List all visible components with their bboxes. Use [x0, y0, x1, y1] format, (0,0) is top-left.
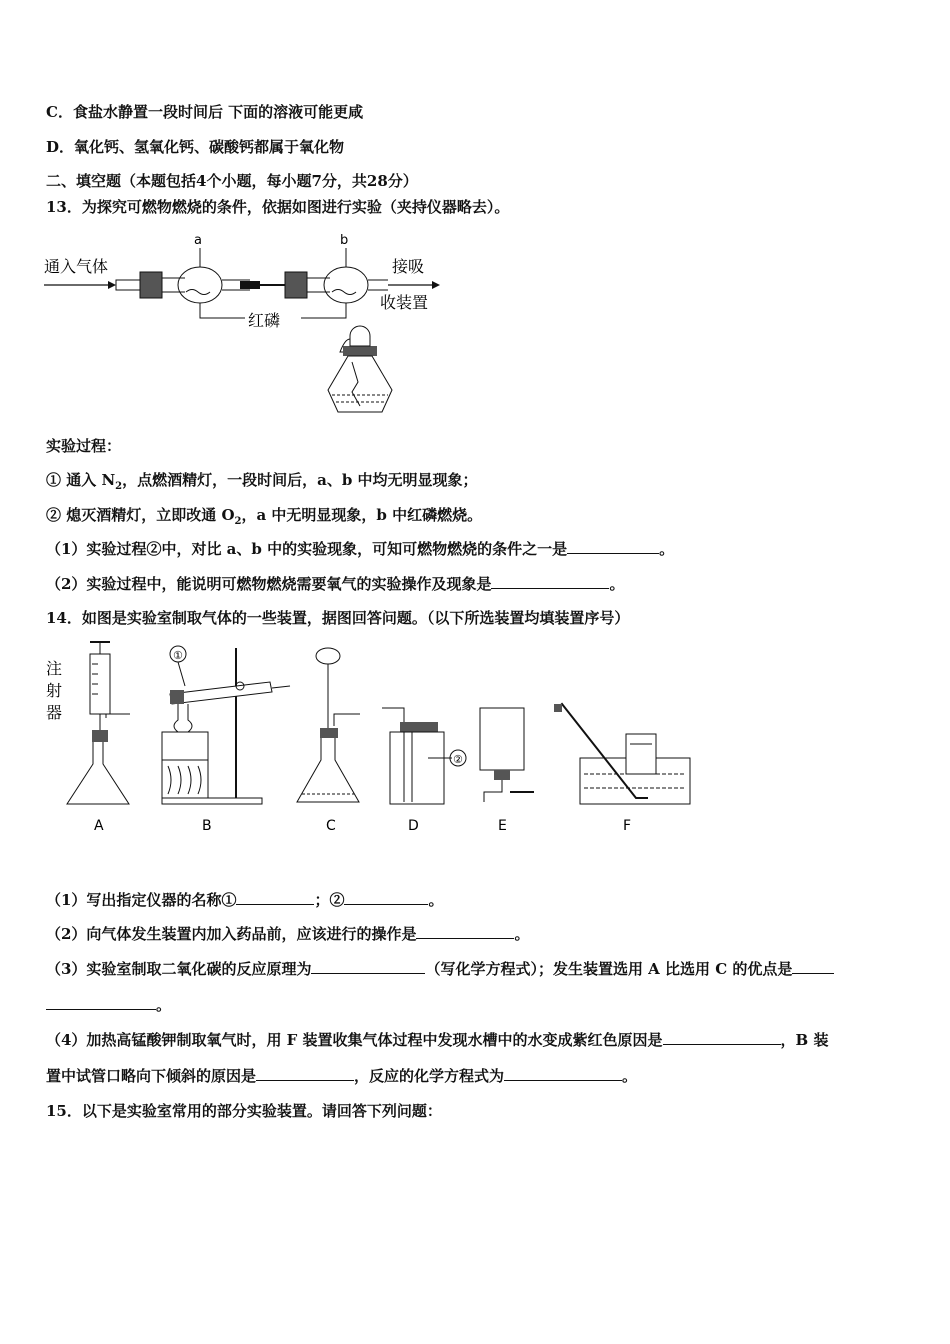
circle-1-label: ①: [173, 649, 183, 662]
label-E: E: [498, 818, 507, 834]
label-B: B: [202, 818, 212, 834]
answer-blank[interactable]: [311, 959, 425, 974]
syringe-label-1: 注: [46, 659, 63, 678]
q14-sub-3: （3）实验室制取二氧化碳的反应原理为 （写化学方程式）；发生装置选用 A 比选用 C 的优点是: [46, 959, 834, 979]
answer-blank[interactable]: [416, 924, 514, 939]
process-title: 实验过程：: [46, 437, 122, 455]
q14-sub-1: （1）写出指定仪器的名称① ；② 。: [46, 891, 444, 909]
answer-blank[interactable]: [256, 1066, 354, 1081]
q13-stem: 13．为探究可燃物燃烧的条件，依据如图进行实验（夹持仪器略去）。: [46, 198, 510, 216]
q14-sub-2: （2）向气体发生装置内加入药品前，应该进行的操作是 。: [46, 925, 530, 943]
q13-sub-2: （2）实验过程中，能说明可燃物燃烧需要氧气的实验操作及现象是 。: [46, 575, 625, 593]
q13-outlet-label-1: 接吸: [392, 257, 425, 276]
q14-sub-4-cont: 置中试管口略向下倾斜的原因是 ，反应的化学方程式为 。: [46, 1067, 638, 1085]
answer-blank[interactable]: [663, 1030, 781, 1045]
q13-sub-1: （1）实验过程②中，对比 a、b 中的实验现象，可知可燃物燃烧的条件之一是 。: [46, 540, 675, 558]
red-phosphorus-label: 红磷: [248, 311, 281, 330]
syringe-label-3: 器: [46, 703, 63, 722]
q13-step-2: ② 熄灭酒精灯，立即改通 $O_2$，a 中无明显现象，b 中红磷燃烧。: [46, 506, 483, 527]
option-d: D．氧化钙、氢氧化钙、碳酸钙都属于氧化物: [46, 138, 345, 156]
q14-sub-4: （4）加热高锰酸钾制取氧气时，用 F 装置收集气体过程中发现水槽中的水变成紫红色原因是 ，B 装: [46, 1031, 829, 1049]
answer-blank[interactable]: [504, 1066, 622, 1081]
answer-blank[interactable]: [344, 890, 428, 905]
q13-outlet-label-2: 收装置: [380, 293, 429, 312]
q14-apparatus-figure: [40, 638, 700, 838]
label-a: a: [194, 233, 202, 248]
answer-blank[interactable]: [491, 574, 609, 589]
option-c: C．食盐水静置一段时间后 下面的溶液可能更咸: [46, 103, 364, 121]
q13-step-1: ① 通入 $N_2$，点燃酒精灯，一段时间后，a、b 中均无明显现象；: [46, 471, 478, 492]
q13-inlet-label: 通入气体: [44, 257, 109, 276]
q14-stem: 14．如图是实验室制取气体的一些装置，据图回答问题。（以下所选装置均填装置序号）: [46, 609, 630, 627]
answer-blank[interactable]: [46, 995, 156, 1010]
label-F: F: [623, 818, 632, 834]
syringe-label-2: 射: [46, 681, 63, 700]
label-C: C: [326, 818, 336, 834]
answer-blank[interactable]: [567, 539, 659, 554]
q15-stem: 15．以下是实验室常用的部分实验装置。请回答下列问题：: [46, 1102, 442, 1120]
label-D: D: [408, 818, 419, 834]
q14-sub-3-cont: 。: [46, 995, 171, 1015]
answer-blank[interactable]: [236, 890, 314, 905]
circle-2-label: ②: [453, 753, 463, 766]
label-A: A: [94, 818, 104, 834]
q13-apparatus-figure: [40, 230, 460, 425]
section-title: 二、填空题（本题包括4个小题，每小题7分，共28分）: [46, 172, 418, 190]
label-b: b: [340, 233, 349, 248]
answer-blank[interactable]: [792, 959, 834, 974]
